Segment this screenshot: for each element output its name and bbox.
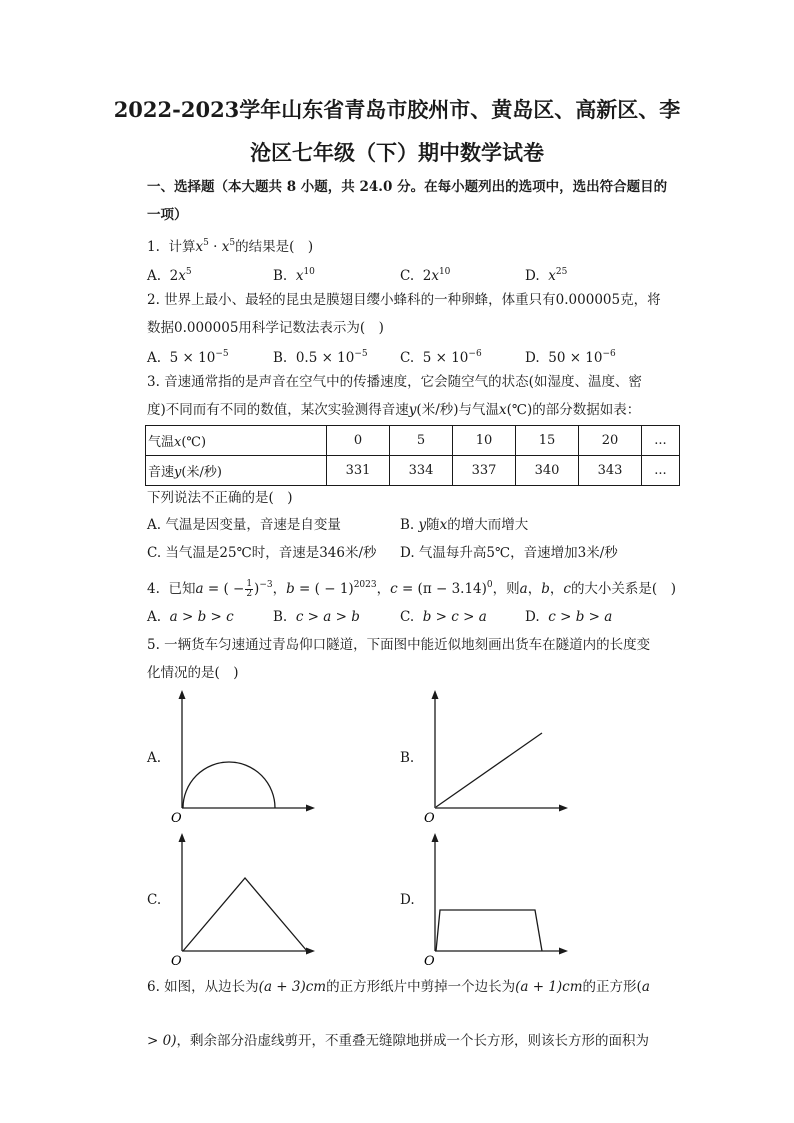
table-cell: 0 (327, 426, 390, 456)
graph-a-semicircle (165, 690, 325, 830)
graph-c-label: C. (147, 892, 162, 908)
q3-prompt: 下列说法不正确的是( ) (147, 490, 293, 506)
q1-number: 1. (147, 239, 160, 255)
exam-title-line2: 沧区七年级（下）期中数学试卷 (250, 140, 544, 165)
question-6-line1: 6. 如图，从边长为(a + 3)cm的正方形纸片中剪掉一个边长为(a + 1)cm的正方形(a (147, 979, 650, 995)
question-2-line1: 2. 世界上最小、最轻的昆虫是膜翅目缨小蜂科的一种卵蜂，体重只有0.000005克，将 (147, 292, 661, 308)
table-row-label: 气温x(℃) (146, 426, 327, 456)
question-2-line2: 数据0.000005用科学记数法表示为( ) (147, 320, 384, 336)
q3-option-c: C. 当气温是25℃时，音速是346米/秒 (147, 545, 377, 561)
q2-option-b: B. $0.5 \times 10^{-5}$ (273, 349, 368, 366)
table-cell: 331 (327, 456, 390, 486)
table-cell: 10 (453, 426, 516, 456)
table-cell: 20 (579, 426, 642, 456)
table-row (146, 456, 680, 486)
q1-exp1: 5 (203, 238, 209, 248)
table-row (146, 426, 680, 456)
graph-d-origin: O (424, 954, 435, 969)
table-cell: ... (642, 456, 680, 486)
fraction-one-half: $\frac{1}{2}$ (246, 579, 253, 599)
q1-x1: x (195, 239, 204, 255)
question-4: 4. 已知a = ( − $\frac{1}{2}$ )$^{-3}$，b = ( − 1)$^{2023}$，$c = (\pi - 3.14)^0$，则a，b，c的大小关系是( ) (147, 579, 676, 599)
q3-option-a: A. 气温是因变量，音速是自变量 (147, 517, 341, 533)
table-cell: 337 (453, 456, 516, 486)
q2-option-c: C. $5 \times 10^{-6}$ (400, 349, 482, 366)
graph-b-line (418, 690, 578, 830)
q4-option-b: B. c > a > b (273, 609, 360, 625)
graph-b-origin: O (424, 811, 435, 826)
table-cell: ... (642, 426, 680, 456)
graph-d-trapezoid (418, 833, 578, 973)
q1-option-c: C. $2x^{10}$ (400, 267, 451, 284)
question-1 (147, 233, 313, 257)
question-3-line1: 3. 音速通常指的是声音在空气中的传播速度，它会随空气的状态(如湿度、温度、密 (147, 374, 642, 390)
q1-exp2: 5 (229, 238, 236, 248)
graph-a-label: A. (147, 750, 162, 766)
section-heading-line2: 一项） (147, 207, 188, 223)
table-cell: 5 (390, 426, 453, 456)
q3-option-b: B. y随x的增大而增大 (400, 517, 529, 533)
table-cell: 343 (579, 456, 642, 486)
q2-option-a: A. $5 \times 10^{-5}$ (147, 349, 229, 366)
q1-option-a: A. $2x^5$ (147, 267, 192, 284)
graph-c-origin: O (171, 954, 182, 969)
table-row-label: 音速y(米/秒) (146, 456, 327, 486)
question-6-line2: > 0)，剩余部分沿虚线剪开，不重叠无缝隙地拼成一个长方形，则该长方形的面积为 (147, 1033, 649, 1049)
q1-post: 的结果是( ) (235, 239, 314, 255)
q4-option-d: D. c > b > a (525, 609, 613, 625)
exam-title-line1: 2022-2023学年山东省青岛市胶州市、黄岛区、高新区、李 (113, 97, 681, 122)
q1-dot: · (213, 239, 218, 255)
question-5-line1: 5. 一辆货车匀速通过青岛仰口隧道，下面图中能近似地刻画出货车在隧道内的长度变 (147, 637, 651, 653)
q4-option-a: A. a > b > c (147, 609, 234, 625)
table-cell: 15 (516, 426, 579, 456)
table-cell: 334 (390, 456, 453, 486)
q1-pre: 计算 (168, 239, 196, 255)
question-3-line2: 度)不同而有不同的数值，某次实验测得音速y(米/秒)与气温x(℃)的部分数据如表： (147, 402, 641, 418)
table-cell: 340 (516, 456, 579, 486)
q1-x2: x (221, 239, 230, 255)
q3-option-d: D. 气温每升高5℃，音速增加3米/秒 (400, 545, 618, 561)
section-heading-line1: 一、选择题（本大题共 8 小题，共 24.0 分。在每小题列出的选项中，选出符合题目的 (147, 179, 668, 195)
graph-b-label: B. (400, 750, 415, 766)
graph-c-triangle (165, 833, 325, 973)
question-5-line2: 化情况的是( ) (147, 665, 239, 681)
graph-d-label: D. (400, 892, 415, 908)
q1-option-d: D. $x^{25}$ (525, 267, 568, 284)
q4-option-c: C. b > c > a (400, 609, 487, 625)
graph-a-origin: O (171, 811, 182, 826)
q2-option-d: D. $50 \times 10^{-6}$ (525, 349, 616, 366)
q1-option-b: B. $x^{10}$ (273, 267, 315, 284)
sound-speed-table (145, 425, 680, 486)
